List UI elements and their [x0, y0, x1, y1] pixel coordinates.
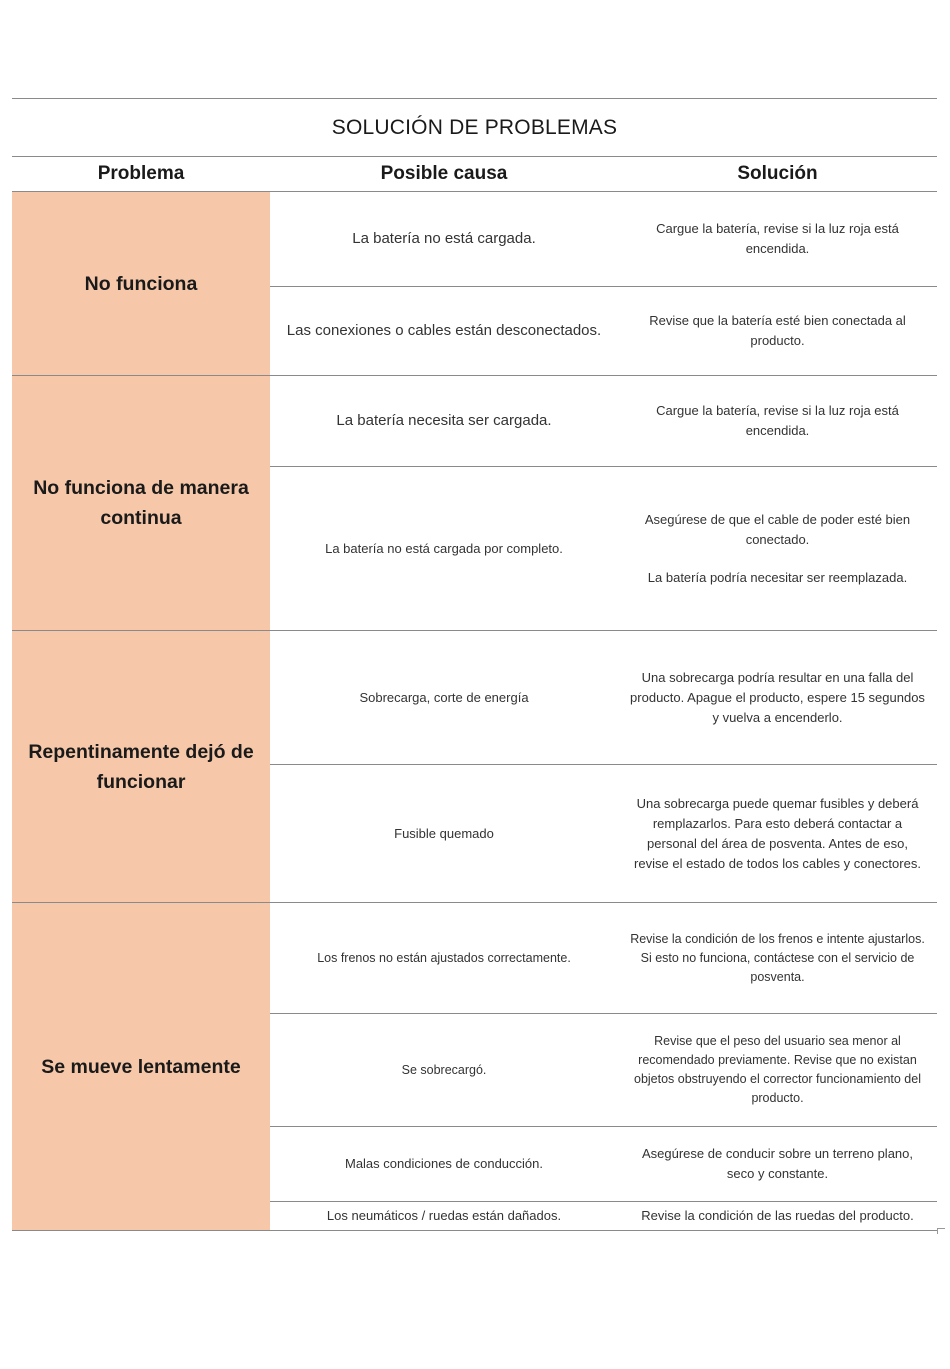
solution-cell: Revise que el peso del usuario sea menor al recomendado previamente. Revise que no existan objetos obstruyendo el corrector funcionamiento del producto. — [634, 1034, 921, 1105]
table-row — [270, 466, 937, 630]
problem-cell: No funciona de manera continua — [12, 376, 270, 630]
problem-cell: Se mueve lentamente — [12, 903, 270, 1230]
table-row — [270, 1201, 937, 1230]
cause-cell: La batería no está cargada. — [352, 230, 536, 247]
cause-cell: Malas condiciones de conducción. — [344, 1156, 543, 1171]
cause-cell: Los neumáticos / ruedas están dañados. — [326, 1208, 562, 1223]
solution-cell: Revise la condición de los frenos e intente ajustarlos. Si esto no funciona, contáctese con el servicio de posventa. — [630, 931, 925, 984]
problem-group — [12, 903, 937, 1231]
table-row — [270, 376, 937, 466]
header-solution: Solución — [737, 163, 818, 184]
table-row — [270, 903, 937, 1013]
header-problem: Problema — [97, 163, 185, 184]
cause-cell: La batería no está cargada por completo. — [325, 540, 563, 556]
cause-cell: Las conexiones o cables están desconectados. — [286, 322, 602, 339]
solution-cell: Cargue la batería, revise si la luz roja está encendida. — [656, 403, 899, 438]
problem-group — [12, 376, 937, 631]
solution-cell: Asegúrese de conducir sobre un terreno plano, seco y constante. — [641, 1146, 913, 1181]
solution-cell: Revise la condición de las ruedas del producto. — [641, 1208, 914, 1223]
solution-cell: Una sobrecarga puede quemar fusibles y deberá remplazarlos. Para esto deberá contactar a personal del área de posventa. Antes de eso, revise el estado de todos los cables y conectores. — [634, 795, 921, 871]
problem-group — [12, 631, 937, 903]
problem-cell: No funciona — [12, 192, 270, 375]
table-row — [270, 764, 937, 902]
solution-cell: Revise que la batería esté bien conectada al producto. — [649, 313, 906, 348]
solution-cell: Una sobrecarga podría resultar en una falla del producto. Apague el producto, espere 15 segundos y vuelva a encenderlo. — [630, 669, 925, 725]
table-row — [270, 1126, 937, 1201]
table-row — [270, 631, 937, 764]
cause-cell: Se sobrecargó. — [401, 1062, 487, 1077]
header-cause: Posible causa — [380, 163, 508, 184]
table-title: SOLUCIÓN DE PROBLEMAS — [12, 98, 937, 157]
cause-cell: Fusible quemado — [394, 825, 494, 841]
solution-cell: Cargue la batería, revise si la luz roja está encendida. — [656, 221, 899, 256]
cause-cell: La batería necesita ser cargada. — [336, 412, 552, 429]
table-row — [270, 192, 937, 286]
problem-cell: Repentinamente dejó de funcionar — [12, 631, 270, 902]
table-row — [270, 286, 937, 375]
table-header-row — [12, 157, 937, 192]
corner-mark — [937, 1228, 945, 1229]
cause-cell: Sobrecarga, corte de energía — [359, 689, 529, 705]
problem-group — [12, 192, 937, 376]
solution-cell: Asegúrese de que el cable de poder esté bien conectado. La batería podría necesitar ser reemplazada. — [644, 511, 911, 585]
table-row — [270, 1013, 937, 1126]
cause-cell: Los frenos no están ajustados correctamente. — [317, 950, 571, 965]
troubleshooting-table — [12, 98, 937, 1231]
